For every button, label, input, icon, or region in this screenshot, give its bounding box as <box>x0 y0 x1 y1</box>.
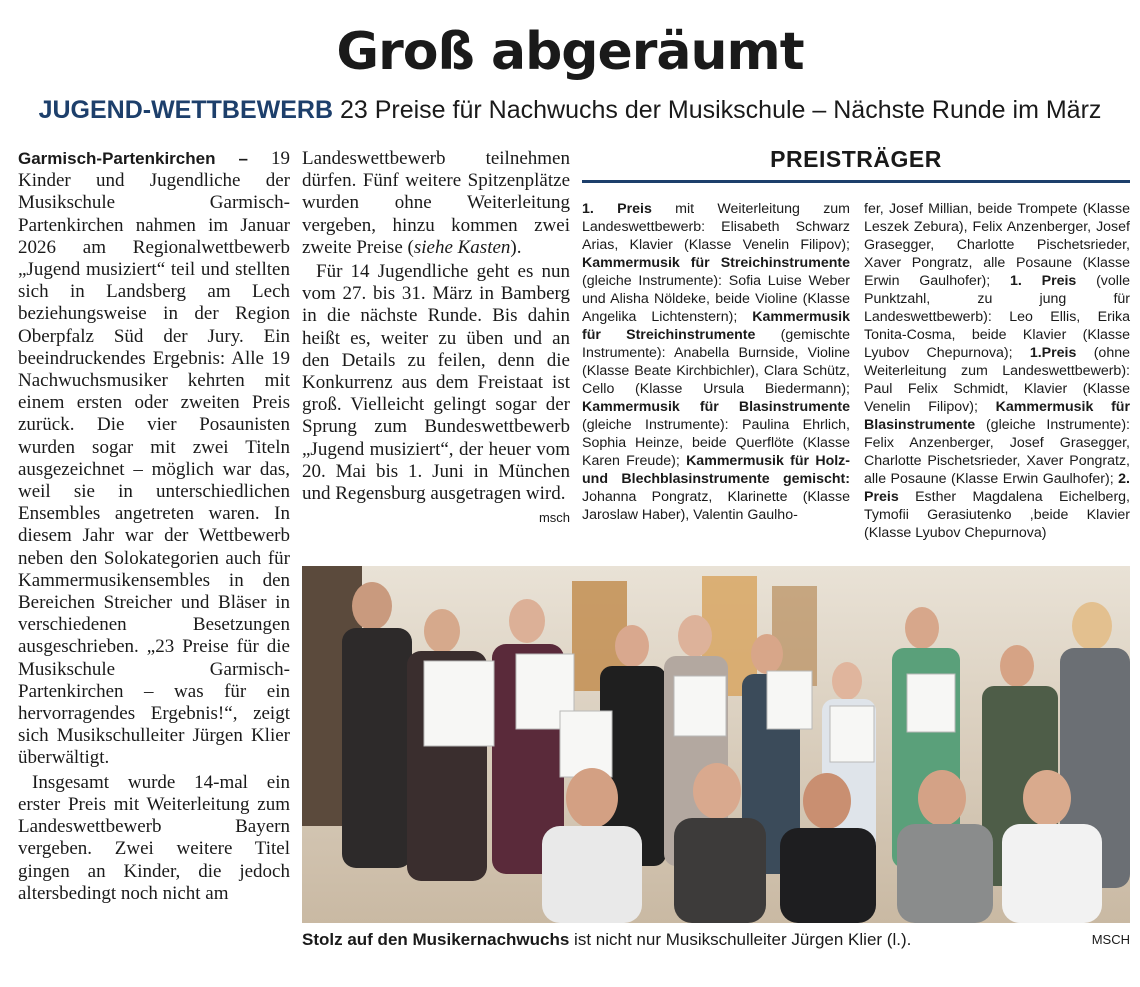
article-paragraph-1 <box>18 148 290 770</box>
article-paragraph-2: Insgesamt wurde 14-mal ein erster Preis mit Weiterleitung zum Landeswettbewerb Bayern vergeben. Zwei weitere Titel gingen an Kinder, die jedoch altersbedingt noch nicht am <box>18 771 290 904</box>
winners-text: fer, Josef Millian, beide Trompete (Klasse Leszek Zebura), Felix Anzenberger, Josef Grasegger, Charlotte Pischetsrieder, Xaver Pongratz, alle Posaune (Klasse Erwin Gaulhofer); <box>864 201 1130 289</box>
article-text-3a: Landeswettbewerb teilnehmen dürfen. Fünf weitere Spitzenplätze wurden ohne Weiterleitung vergeben, hinzu kommen zwei zweite Preise ( <box>302 148 570 258</box>
caption-lead: Stolz auf den Musikernachwuchs <box>302 930 570 949</box>
winners-category: Kammermusik für Holz- und Blechblasinstrumente gemischt: <box>582 453 850 487</box>
winners-column-2 <box>864 200 1130 542</box>
subline-text: 23 Preise für Nachwuchs der Musikschule – Nächste Runde im März <box>339 96 1102 124</box>
winners-text: mit Weiterleitung zum Landeswettbewerb: Elisabeth Schwarz Arias, Klavier (Klasse Venelin Filipov); <box>582 201 850 253</box>
article-paragraph-3 <box>302 148 570 259</box>
article-column-1 <box>18 148 290 905</box>
box-rule <box>582 180 1130 183</box>
winners-category: Kammermusik für Blasinstrumente <box>864 399 1130 433</box>
group-photo <box>302 566 1130 923</box>
kicker: JUGEND-WETTBEWERB <box>38 96 334 124</box>
dateline: Garmisch-Partenkirchen – <box>18 149 248 168</box>
winners-column-1 <box>582 200 850 524</box>
article-column-2 <box>302 148 570 529</box>
box-reference: siehe Kasten <box>413 236 511 258</box>
winners-category: Kammermusik für Streichinstrumente <box>582 309 850 343</box>
winners-text: Esther Magdalena Eichelberg, Tymofii Gerasiutenko ,beide Klavier (Klasse Lyubov Chepurnova) <box>864 489 1130 541</box>
winners-text: (gleiche Instrumente): Paulina Ehrlich, Sophia Heinze, beide Querflöte (Klasse Karen Freude); <box>582 417 850 469</box>
article-paragraph-4: Für 14 Jugendliche geht es nun vom 27. bis 31. März in Bamberg in die nächste Runde. Bis dahin heißt es, weiter zu üben und an den Details zu feilen, denn die Konkurrenz aus dem Freistaat ist groß. Vielleicht gelingt sogar der Sprung zum Bundeswettbewerb „Jugend musiziert“, der heuer vom 20. Mai bis 1. Juni in München und Regensburg ausgetragen wird. <box>302 261 570 505</box>
winners-text: (gemischte Instrumente): Anabella Burnside, Violine (Klasse Beate Kirchbichler), Clara Schütz, Cello (Klasse Ursula Biedermann); <box>582 327 851 397</box>
author-signoff: msch <box>538 510 570 526</box>
winners-category: 1.Preis <box>1029 345 1077 361</box>
winners-text: Johanna Pongratz, Klarinette (Klasse Jaroslaw Haber), Valentin Gaulho- <box>582 489 850 523</box>
winners-category: 1. Preis <box>1010 273 1077 289</box>
article-text-1: 19 Kinder und Jugendliche der Musikschule Garmisch-Partenkirchen nahmen im Januar 2026 am Regionalwettbewerb „Jugend musiziert“ teil und stellten sich in Landsberg am Lech beziehungsweise in der Region Oberpfalz Süd der Jury. Ein beeindruckendes Ergebnis: Alle 19 Nachwuchsmusiker kehrten mit einem ersten oder zweiten Preis zurück. Die vier Posaunisten wurden sogar mit zwei Titeln ausgezeichnet – möglich war das, weil sie in unterschiedlichen Ensembles angetreten waren. In diesem Jahr war der Wettbewerb neben den Solokategorien auch für Kammermusikensembles in den Bereichen Streicher und Bläser in verschiedenen Besetzungen ausgeschrieben. „23 Preise für die Musikschule Garmisch-Partenkirchen – was für ein hervorragendes Ergebnis!“, zeigt sich Musikschulleiter Jürgen Klier überwältigt. <box>18 148 290 769</box>
winners-text: (volle Punktzahl, zu jung für Landeswettbewerb): Leo Ellis, Erika Tonita-Cosma, beide Klavier (Klasse Lyubov Chepurnova); <box>864 273 1130 361</box>
article-text-3b: ). <box>510 236 522 258</box>
winners-text: (gleiche Instrumente): Felix Anzenberger, Josef Grasegger, Charlotte Pischetsrieder, Xaver Pongratz, alle Posaune (Klasse Erwin Gaulhofer); <box>864 417 1130 487</box>
subline <box>0 96 1140 125</box>
photo-credit: MSCH <box>1091 932 1130 947</box>
headline: Groß abgeräumt <box>336 22 804 82</box>
caption-text: ist nicht nur Musikschulleiter Jürgen Klier (l.). <box>569 930 912 949</box>
winners-text: (gleiche Instrumente): Sofia Luise Weber und Alisha Nöldeke, beide Violine (Klasse Angelika Lichtenstern); <box>582 273 850 325</box>
winners-category: Kammermusik für Streichinstrumente <box>582 255 850 271</box>
photo-caption <box>302 930 1130 950</box>
box-title: PREISTRÄGER <box>770 146 942 172</box>
winners-text: (ohne Weiterleitung zum Landeswettbewerb): Paul Felix Schmidt, Klavier (Klasse Venelin Filipov); <box>864 345 1130 415</box>
winners-category: 2. Preis <box>864 471 1130 505</box>
winners-category: 1. Preis <box>582 201 652 217</box>
group-photo-image <box>302 566 1130 923</box>
winners-category: Kammermusik für Blasinstrumente <box>582 399 850 415</box>
